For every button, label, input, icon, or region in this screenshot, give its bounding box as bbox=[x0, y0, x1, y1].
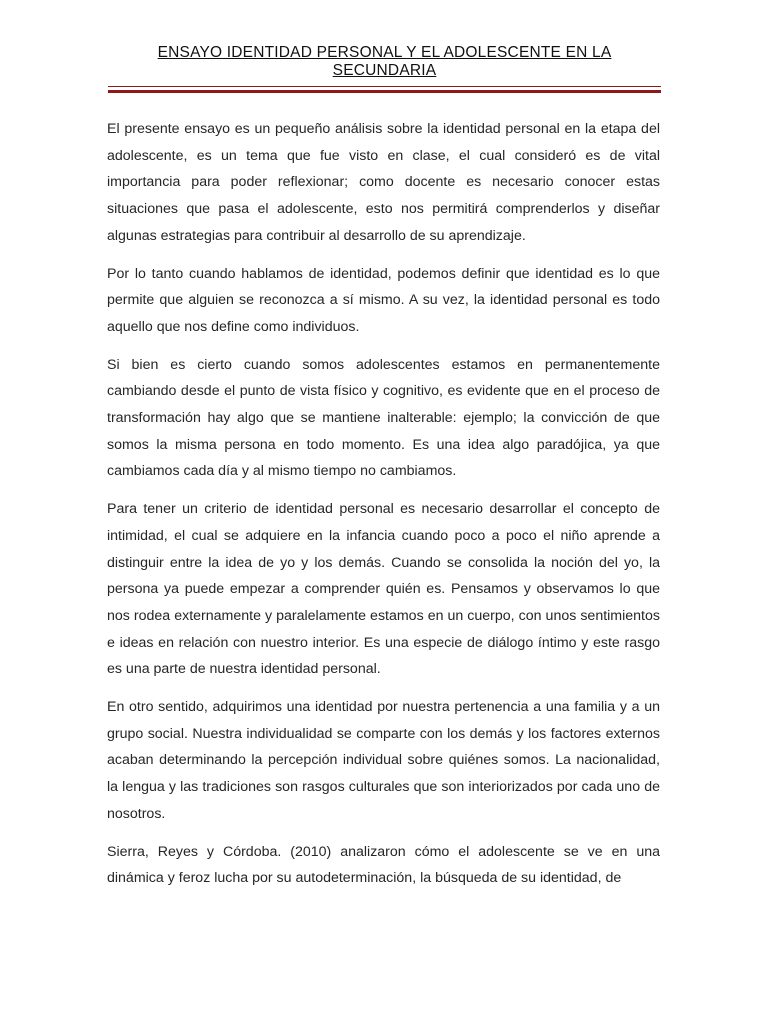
paragraph: Para tener un criterio de identidad personal es necesario desarrollar el concepto de intimidad, el cual se adquiere en la infancia cuando poco a poco el niño aprende a distinguir entre la idea de yo y los demás. Cuando se consolida la noción del yo, la persona ya puede empezar a comprender quién es. Pensamos y observamos lo que nos rodea externamente y paralelamente estamos en un cuerpo, con unos sentimientos e ideas en relación con nuestro interior. Es una especie de diálogo íntimo y este rasgo es una parte de nuestra identidad personal. bbox=[107, 501, 660, 678]
paragraph: En otro sentido, adquirimos una identidad por nuestra pertenencia a una familia y a un grupo social. Nuestra individualidad se comparte con los demás y los factores externos acaban determinando la percepción individual sobre quiénes somos. La nacionalidad, la lengua y las tradiciones son rasgos culturales que son interiorizados por cada uno de nosotros. bbox=[107, 699, 660, 822]
paragraph: Por lo tanto cuando hablamos de identidad, podemos definir que identidad es lo que permite que alguien se reconozca a sí mismo. A su vez, la identidad personal es todo aquello que nos define como individuos. bbox=[107, 265, 660, 335]
paragraph: Si bien es cierto cuando somos adolescentes estamos en permanentemente cambiando desde el punto de vista físico y cognitivo, es evidente que en el proceso de transformación hay algo que se mantiene inalterable: ejemplo; la convicción de que somos la misma persona en todo momento. Es una idea algo paradójica, ya que cambiamos cada día y al mismo tiempo no cambiamos. bbox=[107, 356, 660, 480]
paragraph: El presente ensayo es un pequeño análisis sobre la identidad personal en la etapa del adolescente, es un tema que fue visto en clase, el cual consideró es de vital importancia para poder reflexionar; como docente es necesario conocer estas situaciones que pasa el adolescente, esto nos permitirá comprenderlos y diseñar algunas estrategias para contribuir al desarrollo de su aprendizaje. bbox=[107, 121, 660, 244]
paragraph: Sierra, Reyes y Córdoba. (2010) analizaron cómo el adolescente se ve en una dinámica y feroz lucha por su autodeterminación, la búsqueda de su identidad, de bbox=[107, 843, 660, 887]
document-title: ENSAYO IDENTIDAD PERSONAL Y EL ADOLESCENTE EN LA SECUNDARIA bbox=[157, 44, 612, 79]
title-divider bbox=[108, 86, 661, 93]
document-body bbox=[107, 116, 660, 903]
